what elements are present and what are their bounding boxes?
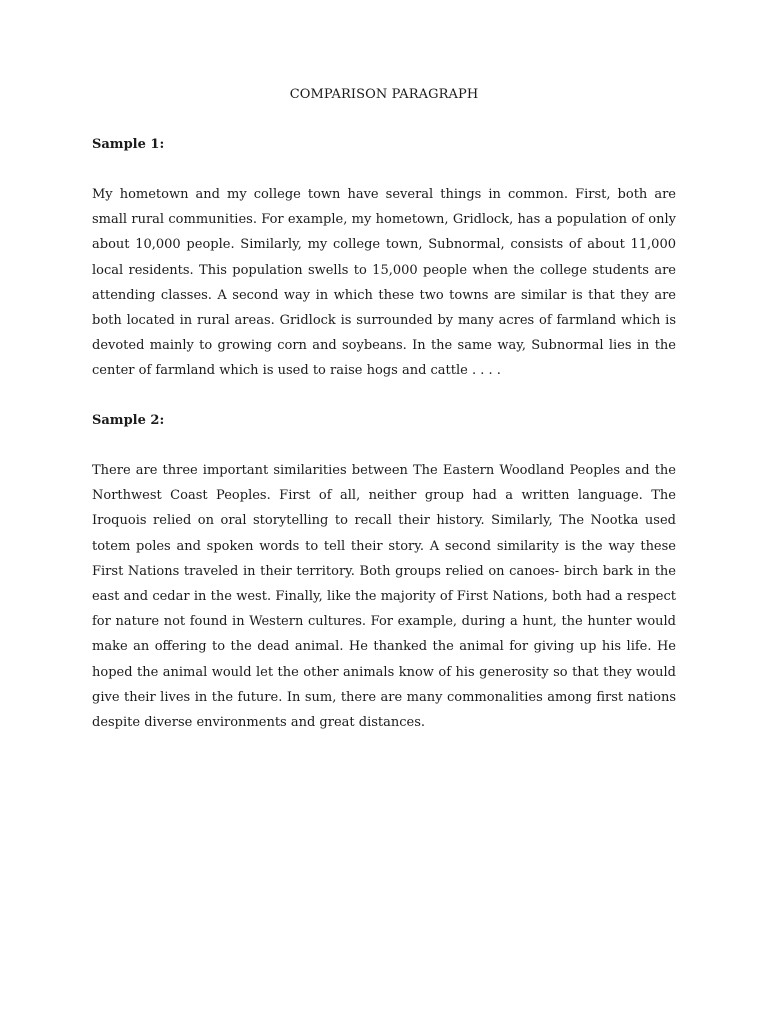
sample-1-heading: Sample 1:: [92, 137, 165, 152]
document-title: COMPARISON PARAGRAPH: [289, 87, 479, 102]
sample-2-heading: Sample 2:: [92, 413, 165, 428]
sample-2-paragraph: There are three important similarities between The Eastern Woodland Peoples and the Northwest Coast Peoples. First of all, neither group had a written language. The Iroquois relied on oral storytelling to recall their history. Similarly, The Nootka used totem poles and spoken words to tell their story. A second similarity is the way these First Nations traveled in their territory. Both groups relied on canoes- birch bark in the east and cedar in the west. Finally, like the majority of First Nations, both had a respect for nature not found in Western cultures. For example, during a hunt, the hunter would make an offering to the dead animal. He thanked the animal for giving up his life. He hoped the animal would let the other animals know of his generosity so that they would give their lives in the future. In sum, there are many commonalities among first nations despite diverse environments and great distances.: [92, 463, 676, 731]
sample-1-paragraph: My hometown and my college town have several things in common. First, both are small rural communities. For example, my hometown, Gridlock, has a population of only about 10,000 people. Similarly, my college town, Subnormal, consists of about 11,000 local residents. This population swells to 15,000 people when the college students are attending classes. A second way in which these two towns are similar is that they are both located in rural areas. Gridlock is surrounded by many acres of farmland which is devoted mainly to growing corn and soybeans. In the same way, Subnormal lies in the center of farmland which is used to raise hogs and cattle . . . .: [92, 187, 676, 379]
